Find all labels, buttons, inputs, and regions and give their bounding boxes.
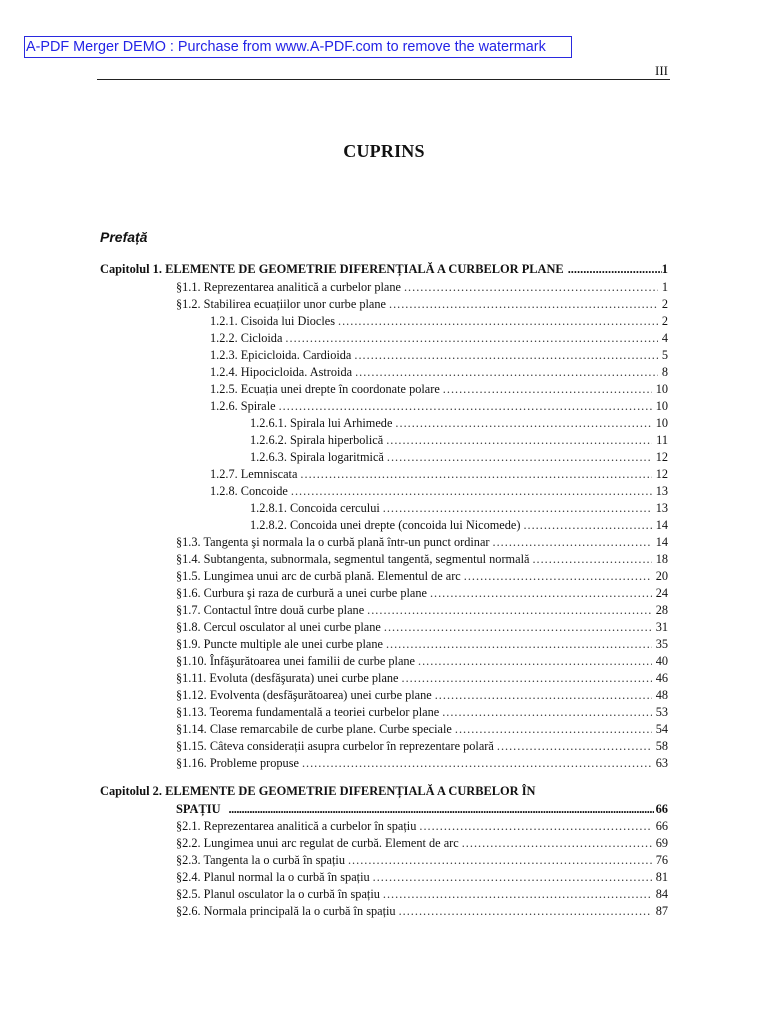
- toc-entry-page: 48: [655, 688, 668, 702]
- toc-entry: [0, 551, 668, 568]
- leader-dots: [291, 483, 652, 500]
- toc-entry-title: §2.6. Normala principală la o curbă în spațiu: [176, 904, 396, 918]
- toc-entry: [0, 432, 668, 449]
- toc-entry-title: 1.2.4. Hipocicloida. Astroida: [210, 365, 353, 379]
- toc-entry-page: 10: [655, 399, 668, 413]
- toc-entry-title: §2.2. Lungimea unui arc regulat de curbă. Element de arc: [176, 836, 459, 850]
- chapter-1-heading: [0, 260, 668, 279]
- toc-entry-page: 66: [655, 819, 668, 833]
- toc-entry-page: 87: [655, 904, 668, 918]
- toc-entry: [0, 279, 668, 296]
- toc-entry: [0, 687, 668, 704]
- page-number: III: [655, 63, 668, 78]
- leader-dots: [300, 466, 651, 483]
- leader-dots: [568, 260, 662, 279]
- toc-entry-page: 35: [655, 637, 668, 651]
- toc-entry-title: 1.2.8. Concoide: [210, 484, 288, 498]
- toc-entry-title: §1.16. Probleme propuse: [176, 756, 299, 770]
- toc-entry-title: §2.5. Planul osculator la o curbă în spațiu: [176, 887, 380, 901]
- toc-entry-page: 13: [655, 484, 668, 498]
- toc-entry: [0, 636, 668, 653]
- toc-entry-page: 53: [655, 705, 668, 719]
- toc-entry-title: 1.2.6. Spirale: [210, 399, 276, 413]
- toc-entry-page: 69: [655, 836, 668, 850]
- toc-entry: [0, 704, 668, 721]
- toc-entry-page: 31: [655, 620, 668, 634]
- toc-entry-title: §1.11. Evoluta (desfăşurata) unei curbe plane: [176, 671, 399, 685]
- leader-dots: [367, 602, 652, 619]
- leader-dots: [419, 818, 651, 835]
- toc-entry-page: 2: [661, 297, 668, 311]
- toc-entry-page: 76: [655, 853, 668, 867]
- watermark-banner: A-PDF Merger DEMO : Purchase from www.A-PDF.com to remove the watermark: [24, 36, 572, 58]
- leader-dots: [395, 415, 651, 432]
- leader-dots: [285, 330, 657, 347]
- toc-entry: [0, 886, 668, 903]
- toc-entry-title: §1.2. Stabilirea ecuațiilor unor curbe plane: [176, 297, 386, 311]
- leader-dots: [279, 398, 652, 415]
- toc-entry-title: §2.4. Planul normal la o curbă în spațiu: [176, 870, 370, 884]
- toc-entry-title: 1.2.8.1. Concoida cercului: [250, 501, 380, 515]
- toc-entry: [0, 313, 668, 330]
- toc-entry-title: §1.10. Înfăşurătoarea unei familii de curbe plane: [176, 654, 416, 668]
- toc-entry: [0, 568, 668, 585]
- leader-dots: [383, 886, 652, 903]
- preface-link: Prefață: [100, 229, 148, 245]
- toc-entry-page: 58: [655, 739, 668, 753]
- leader-dots: [348, 852, 652, 869]
- leader-dots: [386, 432, 652, 449]
- leader-dots: [455, 721, 652, 738]
- toc-entry: [0, 721, 668, 738]
- toc-entry: [0, 755, 668, 772]
- toc-entry-page: 5: [661, 348, 668, 362]
- toc-entry-page: 40: [655, 654, 668, 668]
- chapter-2-title-cont: SPAȚIU: [176, 802, 221, 816]
- leader-dots: [462, 835, 652, 852]
- leader-dots: [435, 687, 652, 704]
- leader-dots: [404, 279, 658, 296]
- toc-entry-title: §1.3. Tangenta şi normala la o curbă plană într-un punct ordinar: [176, 535, 490, 549]
- leader-dots: [383, 500, 652, 517]
- toc-entry: [0, 534, 668, 551]
- toc-entry: [0, 347, 668, 364]
- leader-dots: [386, 636, 652, 653]
- leader-dots: [418, 653, 652, 670]
- leader-dots: [354, 347, 657, 364]
- toc-entry-page: 14: [655, 535, 668, 549]
- leader-dots: [523, 517, 651, 534]
- leader-dots: [497, 738, 652, 755]
- toc-entry-page: 14: [655, 518, 668, 532]
- toc-entry-title: §1.5. Lungimea unui arc de curbă plană. Elementul de arc: [176, 569, 461, 583]
- toc-entry-page: 1: [661, 280, 668, 294]
- leader-dots: [373, 869, 652, 886]
- toc-entry-page: 18: [655, 552, 668, 566]
- chapter-2-heading: Capitolul 2. ELEMENTE DE GEOMETRIE DIFERENȚIALĂ A CURBELOR ÎN: [100, 784, 536, 798]
- toc-entry: [0, 364, 668, 381]
- toc-entry-title: §1.14. Clase remarcabile de curbe plane. Curbe speciale: [176, 722, 452, 736]
- toc-entry-page: 2: [661, 314, 668, 328]
- toc-entry-title: 1.2.6.3. Spirala logaritmică: [250, 450, 384, 464]
- toc-entry: [0, 619, 668, 636]
- toc-entry: [0, 738, 668, 755]
- leader-dots: [402, 670, 652, 687]
- toc-entry: [0, 296, 668, 313]
- toc-entry-page: 4: [661, 331, 668, 345]
- chapter-1-title: Capitolul 1. ELEMENTE DE GEOMETRIE DIFERENȚIALĂ A CURBELOR PLANE: [100, 262, 564, 276]
- leader-dots: [532, 551, 651, 568]
- toc-entry: [0, 869, 668, 886]
- toc-entry-title: §1.7. Contactul între două curbe plane: [176, 603, 365, 617]
- toc-entry-page: 10: [655, 416, 668, 430]
- leader-dots: [355, 364, 658, 381]
- leader-dots: [399, 903, 652, 920]
- toc-entry: [0, 818, 668, 835]
- toc-entry-title: §2.1. Reprezentarea analitică a curbelor în spațiu: [176, 819, 417, 833]
- chapter-2-page: 66: [655, 802, 668, 816]
- leader-dots: [493, 534, 652, 551]
- toc-entry-title: 1.2.2. Cicloida: [210, 331, 283, 345]
- toc-entry: [0, 653, 668, 670]
- toc-entry: [0, 330, 668, 347]
- toc-entry-title: 1.2.8.2. Concoida unei drepte (concoida lui Nicomede): [250, 518, 521, 532]
- toc-entry-title: §1.15. Câteva considerații asupra curbelor în reprezentare polară: [176, 739, 494, 753]
- toc-entry: [0, 585, 668, 602]
- toc-entry-title: 1.2.5. Ecuația unei drepte în coordonate polare: [210, 382, 440, 396]
- toc-entry: [0, 466, 668, 483]
- toc-entry-title: §1.4. Subtangenta, subnormala, segmentul tangentă, segmentul normală: [176, 552, 530, 566]
- toc-entry-page: 54: [655, 722, 668, 736]
- toc-entry-page: 8: [661, 365, 668, 379]
- toc-entry-page: 13: [655, 501, 668, 515]
- toc-entry-page: 10: [655, 382, 668, 396]
- leader-dots: [387, 449, 652, 466]
- toc-entry-page: 84: [655, 887, 668, 901]
- header-rule: [97, 79, 670, 80]
- chapter-2-heading-cont: [0, 801, 668, 818]
- toc-entry-title: 1.2.6.1. Spirala lui Arhimede: [250, 416, 393, 430]
- leader-dots: [464, 568, 652, 585]
- toc-entry-page: 81: [655, 870, 668, 884]
- toc-entry-page: 20: [655, 569, 668, 583]
- toc-entry: [0, 415, 668, 432]
- chapter-2-entries: [0, 818, 768, 920]
- toc-entry: [0, 500, 668, 517]
- page-title: CUPRINS: [343, 141, 425, 161]
- toc-entry: [0, 398, 668, 415]
- table-of-contents: [0, 260, 768, 920]
- toc-entry: [0, 670, 668, 687]
- toc-entry: [0, 483, 668, 500]
- leader-dots: [384, 619, 652, 636]
- leader-dots: [338, 313, 658, 330]
- toc-entry-title: §1.1. Reprezentarea analitică a curbelor plane: [176, 280, 401, 294]
- leader-dots: [443, 381, 652, 398]
- toc-entry-page: 12: [655, 450, 668, 464]
- toc-entry: [0, 602, 668, 619]
- toc-entry-page: 46: [655, 671, 668, 685]
- toc-entry: [0, 381, 668, 398]
- toc-entry-title: §1.12. Evolventa (desfăşurătoarea) unei curbe plane: [176, 688, 432, 702]
- chapter-1-entries: [0, 279, 768, 772]
- toc-entry-page: 24: [655, 586, 668, 600]
- toc-entry-title: §1.6. Curbura şi raza de curbură a unei curbe plane: [176, 586, 427, 600]
- leader-dots: [430, 585, 652, 602]
- toc-entry-title: 1.2.3. Epicicloida. Cardioida: [210, 348, 352, 362]
- toc-entry-title: 1.2.1. Cisoida lui Diocles: [210, 314, 336, 328]
- toc-entry-title: §2.3. Tangenta la o curbă în spațiu: [176, 853, 345, 867]
- toc-entry: [0, 852, 668, 869]
- toc-entry: [0, 517, 668, 534]
- toc-entry-page: 63: [655, 756, 668, 770]
- chapter-1-page: 1: [661, 262, 668, 276]
- toc-entry-title: §1.13. Teorema fundamentală a teoriei curbelor plane: [176, 705, 440, 719]
- toc-entry-page: 28: [655, 603, 668, 617]
- leader-dots: [302, 755, 652, 772]
- toc-entry: [0, 449, 668, 466]
- toc-entry-page: 12: [655, 467, 668, 481]
- toc-entry-page: 11: [656, 433, 668, 447]
- toc-entry: [0, 835, 668, 852]
- toc-entry-title: §1.8. Cercul osculator al unei curbe plane: [176, 620, 381, 634]
- toc-entry-title: 1.2.7. Lemniscata: [210, 467, 298, 481]
- toc-entry: [0, 903, 668, 920]
- toc-entry-title: 1.2.6.2. Spirala hiperbolică: [250, 433, 384, 447]
- leader-dots: [442, 704, 652, 721]
- leader-dots: [229, 801, 654, 818]
- toc-entry-title: §1.9. Puncte multiple ale unei curbe plane: [176, 637, 383, 651]
- leader-dots: [389, 296, 658, 313]
